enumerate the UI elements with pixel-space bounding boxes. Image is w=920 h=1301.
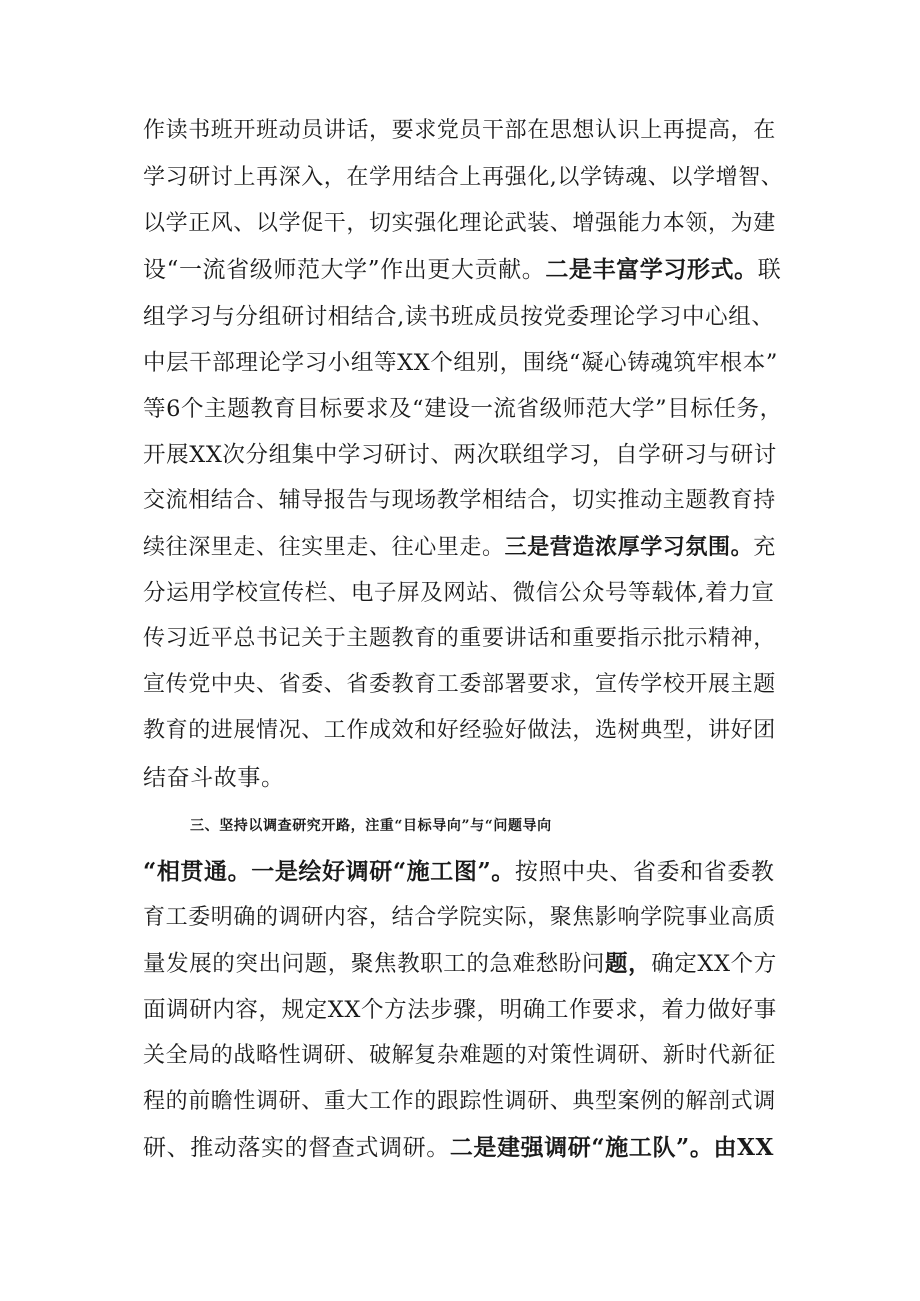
- text-run: 等6个主题教育目标要求及“建设一流省级师范大学”目标任务，: [143, 396, 783, 422]
- text-line: [143, 990, 783, 1030]
- bold-text-run: 题，: [605, 951, 652, 977]
- bold-text-run: 三是营造浓厚学习氛围。: [504, 534, 754, 560]
- text-run: 开展XX次分组集中学习研讨、两次联组学习，自学研习与研讨: [143, 442, 777, 468]
- text-run: 面调研内容，规定XX个方法步骤，明确工作要求，着力做好事: [143, 997, 777, 1023]
- text-line: [143, 665, 783, 705]
- text-line: [143, 852, 783, 892]
- text-run: 传习近平总书记关于主题教育的重要讲话和重要指示批示精神，: [143, 626, 776, 651]
- bold-text-run: 二是建强调研“施工队”。由XX: [449, 1134, 774, 1161]
- text-run: 联: [757, 257, 782, 283]
- text-line: [143, 1128, 783, 1168]
- text-run: 按照中央、省委和省委教: [514, 859, 775, 885]
- text-run: 作读书班开班动员讲话，要求党员干部在思想认识上再提高，在: [143, 118, 776, 143]
- text-run: 教育的进展情况、工作成效和好经验好做法，选树典型，讲好团: [143, 718, 776, 743]
- text-line: [143, 250, 783, 290]
- text-line: [143, 711, 783, 751]
- text-line: [143, 619, 783, 659]
- text-run: 分运用学校宣传栏、电子屏及网站、微信公众号等载体,着力宣: [143, 580, 775, 606]
- text-line: [143, 158, 783, 198]
- text-run: 续往深里走、往实里走、往心里走。: [143, 535, 505, 560]
- text-run: 宣传党中央、省委、省委教育工委部署要求，宣传学校开展主题: [143, 672, 776, 697]
- text-line: [143, 343, 783, 383]
- text-line: [143, 1082, 783, 1122]
- text-run: 确定XX个方: [651, 951, 777, 977]
- text-line: [143, 944, 783, 984]
- text-line: [143, 111, 783, 151]
- text-run: 育工委明确的调研内容，结合学院实际，聚焦影响学院事业高质: [143, 905, 776, 930]
- text-line: [143, 389, 783, 429]
- text-run: 程的前瞻性调研、重大工作的跟踪性调研、典型案例的解剖式调: [143, 1089, 776, 1114]
- text-line: [143, 481, 783, 521]
- text-run: 组学习与分组研讨相结合,读书班成员按党委理论学习中心组、: [143, 304, 775, 330]
- bold-text-run: 二是丰富学习形式。: [545, 256, 758, 283]
- text-line: [143, 435, 783, 475]
- text-run: 学习研讨上再深入，在学用结合上再强化,以学铸魂、以学增智、: [143, 165, 784, 190]
- text-line: [143, 204, 783, 244]
- text-line: [143, 758, 783, 798]
- text-run: 结奋斗故事。: [143, 765, 285, 791]
- bold-text-run: 三、坚持以调查研究开路，注重“目标导向”与“问题导向: [190, 818, 552, 834]
- text-run: 设“一流省级师范大学”作出更大贡献。: [143, 257, 546, 283]
- bold-text-run: “相贯通。一是绘好调研“施工图”。: [143, 858, 515, 885]
- text-line: [143, 573, 783, 613]
- text-run: 充: [753, 535, 776, 560]
- text-run: 以学正风、以学促干，切实强化理论武装、增强能力本领，为建: [143, 211, 776, 236]
- text-line: [143, 1036, 783, 1076]
- text-run: 关全局的战略性调研、破解复杂难题的对策性调研、新时代新征: [143, 1043, 776, 1068]
- text-run: 研、推动落实的督查式调研。: [143, 1135, 450, 1161]
- text-line: [190, 806, 830, 846]
- text-run: 量发展的突出问题，聚焦教职工的急难愁盼问: [143, 951, 606, 977]
- text-line: [143, 898, 783, 938]
- text-line: [143, 297, 783, 337]
- text-run: 中层干部理论学习小组等XX个组别，围绕“凝心铸魂筑牢根本”: [143, 350, 778, 376]
- text-run: 交流相结合、辅导报告与现场教学相结合，切实推动主题教育持: [143, 488, 776, 513]
- text-line: [143, 527, 783, 567]
